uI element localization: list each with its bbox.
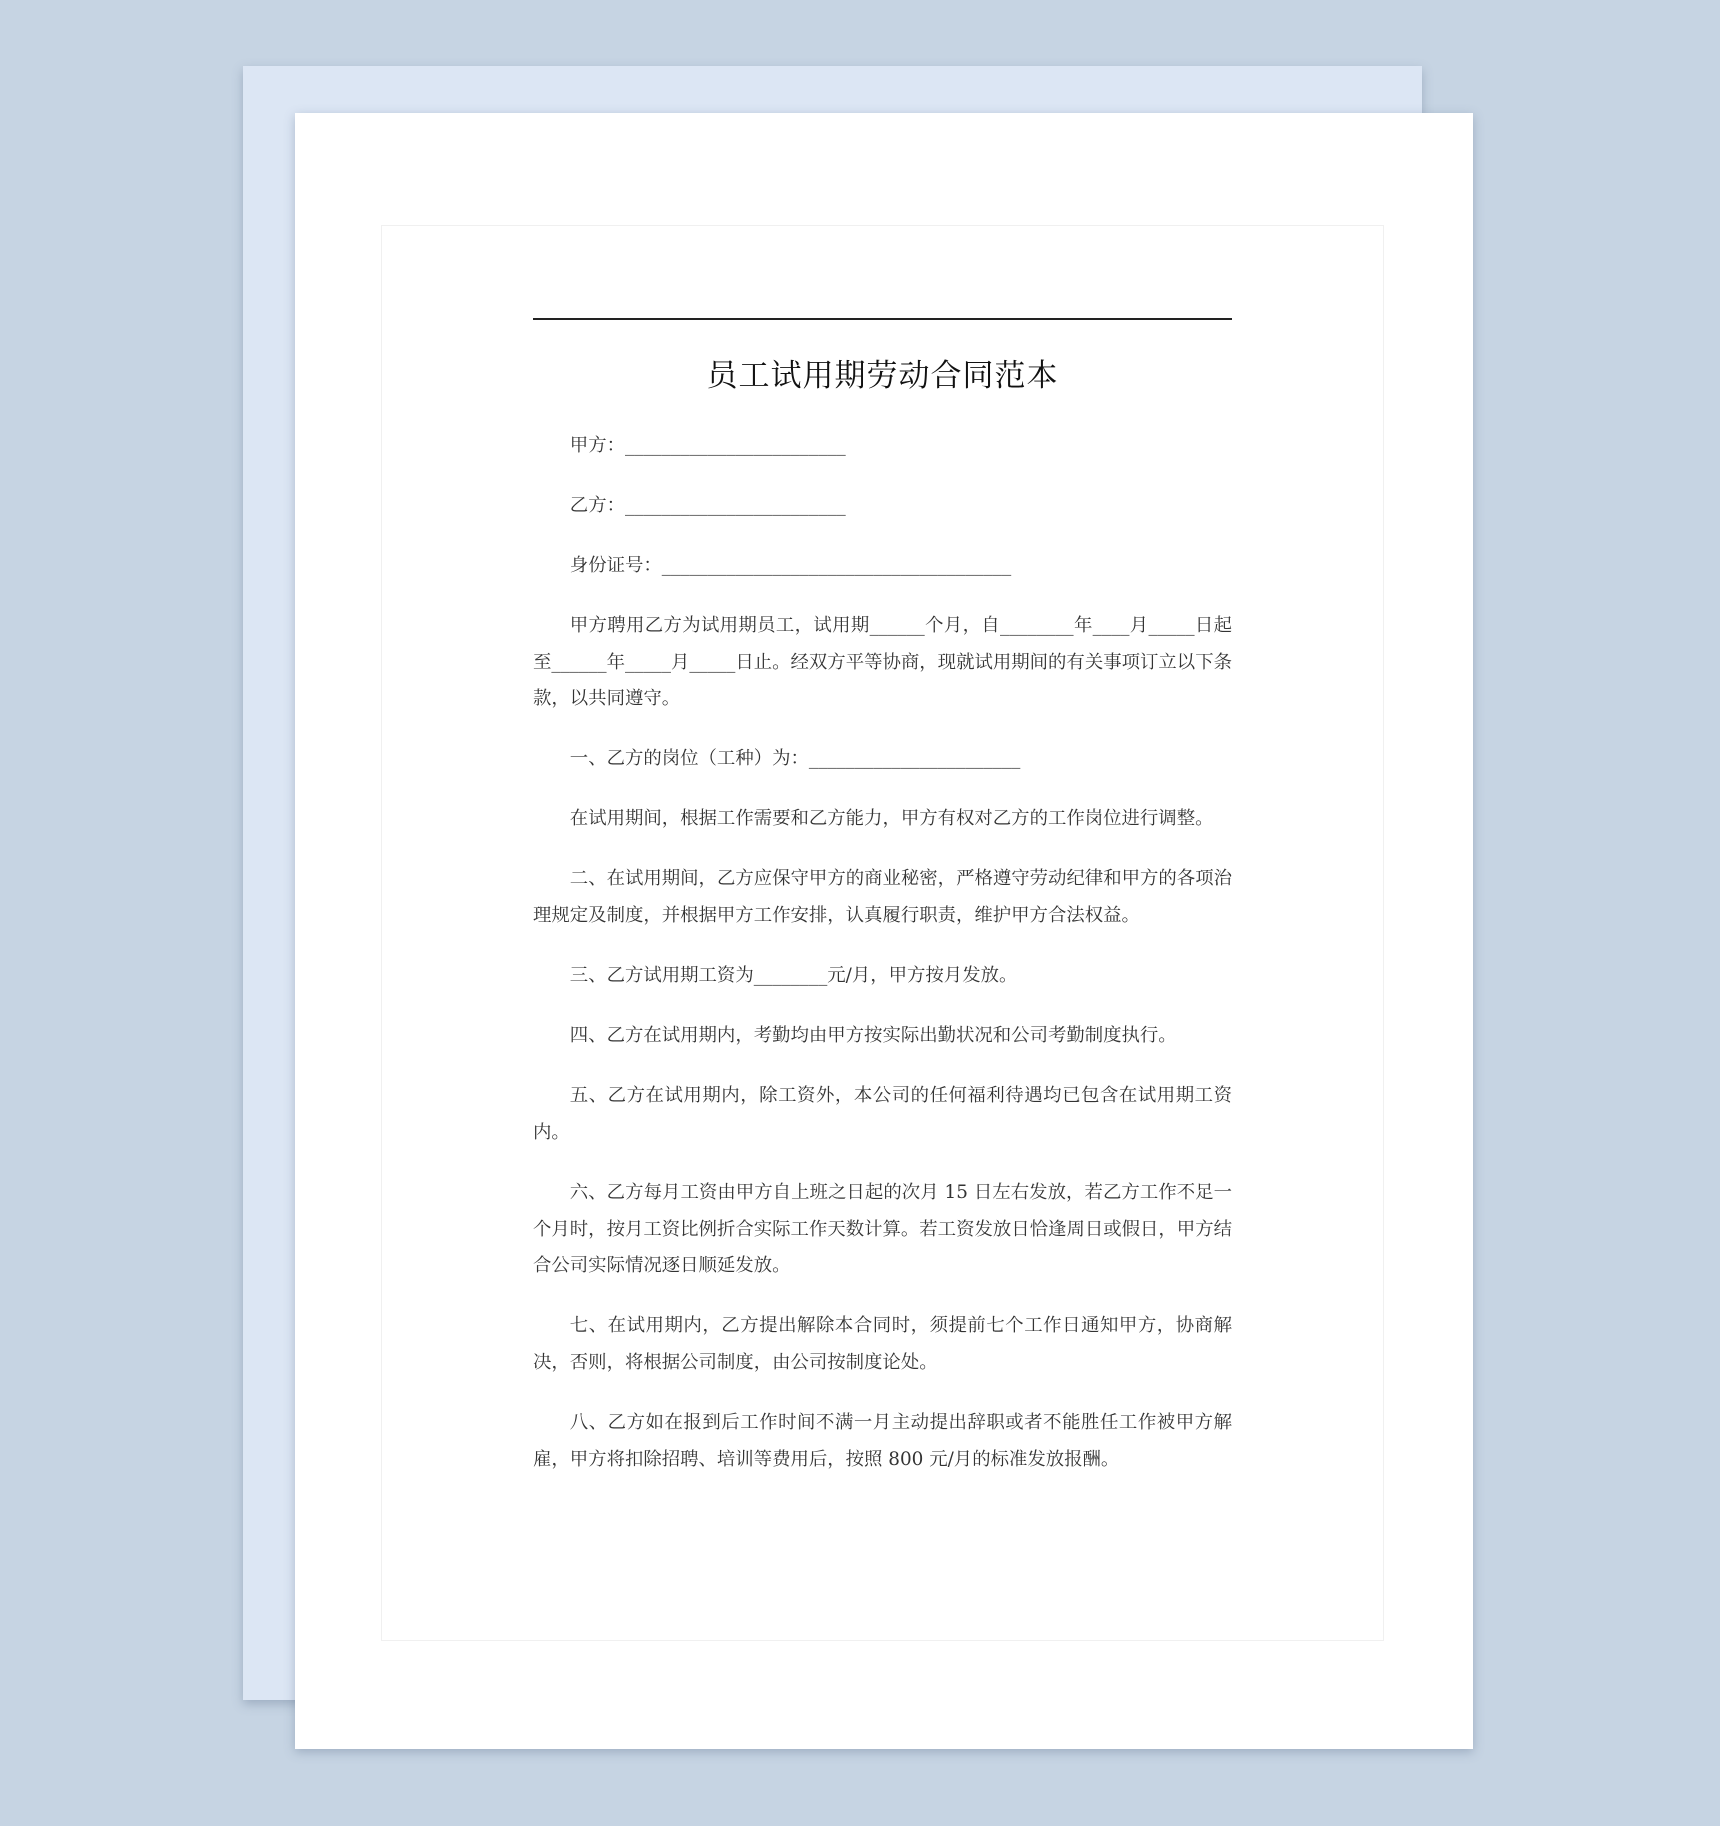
- document-title: 员工试用期劳动合同范本: [706, 358, 1059, 394]
- intro-paragraph: 甲方聘用乙方为试用期员工，试用期______个月，自________年____月_____日起至______年_____月_____日止。经双方平等协商，现就试用期间的有关事项订立以下条款，以共同遵守。: [533, 615, 1232, 710]
- clause-2: 二、在试用期间，乙方应保守甲方的商业秘密，严格遵守劳动纪律和甲方的各项治理规定及制度，并根据甲方工作安排，认真履行职责，维护甲方合法权益。: [533, 868, 1232, 927]
- clause-5: 五、乙方在试用期内，除工资外，本公司的任何福利待遇均已包含在试用期工资内。: [533, 1085, 1232, 1143]
- clause-8: 八、乙方如在报到后工作时间不满一月主动提出辞职或者不能胜任工作被甲方解雇，甲方将扣除招聘、培训等费用后，按照 800 元/月的标准发放报酬。: [533, 1411, 1232, 1470]
- party-a-line: 甲方：________________________: [569, 435, 846, 456]
- header-rule: [533, 318, 1232, 320]
- document-body: [533, 428, 1232, 1502]
- id-number-line: 身份证号：______________________________________: [569, 555, 1012, 576]
- party-b-line: 乙方：________________________: [569, 495, 846, 516]
- clause-6: 六、乙方每月工资由甲方自上班之日起的次月 15 日左右发放，若乙方工作不足一个月时，按月工资比例折合实际工作天数计算。若工资发放日恰逢周日或假日，甲方结合公司实际情况逐日顺延发放。: [533, 1181, 1232, 1277]
- clause-3: 三、乙方试用期工资为________元/月，甲方按月发放。: [569, 965, 1018, 987]
- clause-1-note: 在试用期间，根据工作需要和乙方能力，甲方有权对乙方的工作岗位进行调整。: [569, 808, 1214, 830]
- clause-4: 四、乙方在试用期内，考勤均由甲方按实际出勤状况和公司考勤制度执行。: [569, 1025, 1177, 1047]
- clause-7: 七、在试用期内，乙方提出解除本合同时，须提前七个工作日通知甲方，协商解决，否则，将根据公司制度，由公司按制度论处。: [533, 1315, 1232, 1373]
- clause-1: 一、乙方的岗位（工种）为：_______________________: [569, 748, 1021, 770]
